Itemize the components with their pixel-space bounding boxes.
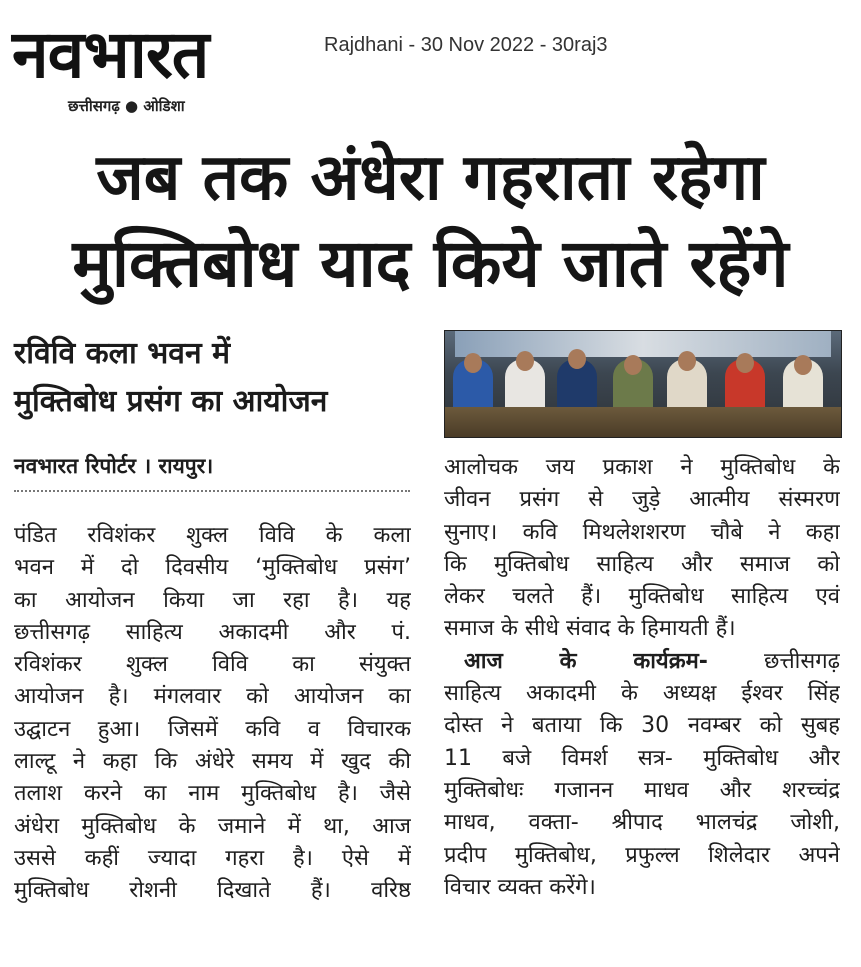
article-column-right-bottom [444, 678, 840, 904]
article-line: मुक्तिबोधः गजानन माधव और शरच्चंद्र [444, 777, 840, 803]
article-line: दोस्त ने बताया कि 30 नवम्बर को सुबह [444, 713, 840, 739]
event-photo [444, 330, 842, 438]
program-first-line-rest: छत्तीसगढ़ [764, 648, 840, 674]
person-head [678, 351, 696, 371]
subheadline [14, 330, 424, 426]
article-line: जीवन प्रसंग से जुड़े आत्मीय संस्मरण [444, 487, 840, 513]
byline: नवभारत रिपोर्टर । रायपुर। [14, 454, 214, 478]
article-line: मुक्तिबोध रोशनी दिखाते हैं। वरिष्ठ [14, 878, 411, 904]
article-line: भवन में दो दिवसीय ‘मुक्तिबोध प्रसंग’ [14, 555, 411, 581]
person-head [624, 355, 642, 375]
article-line: का आयोजन किया जा रहा है। यह [14, 587, 411, 613]
article-line: साहित्य अकादमी के अध्यक्ष ईश्वर सिंह [444, 681, 840, 707]
article-line: आलोचक जय प्रकाश ने मुक्तिबोध के [444, 455, 840, 480]
article-line: सुनाए। कवि मिथलेशशरण चौबे ने कहा [444, 519, 840, 545]
article-line: विचार व्यक्त करेंगे। [444, 874, 596, 900]
article-line: छत्तीसगढ़ साहित्य अकादमी और पं. [14, 619, 411, 645]
article-line: 11 बजे विमर्श सत्र- मुक्तिबोध और [444, 745, 840, 771]
person-head [464, 353, 482, 373]
dotted-divider [14, 490, 410, 492]
person-head [568, 349, 586, 369]
stage-banner [455, 331, 831, 357]
article-column-right [444, 452, 840, 904]
headline-line-1: जब तक अंधेरा गहराता रहेगा [96, 141, 765, 215]
edition-info: Rajdhani - 30 Nov 2022 - 30raj3 [324, 34, 608, 56]
article-line: रविशंकर शुक्ल विवि का संयुक्त [14, 652, 411, 678]
article-column-right-top [444, 452, 840, 646]
program-first-line [444, 646, 840, 678]
article-line: आयोजन है। मंगलवार को आयोजन का [14, 684, 411, 710]
article-line: कि मुक्तिबोध साहित्य और समाज को [444, 551, 840, 577]
article-line: लाल्टू ने कहा कि अंधेरे समय में खुद की [14, 749, 411, 775]
article-line: समाज के सीधे संवाद के हिमायती हैं। [444, 616, 736, 642]
stage-table [445, 407, 841, 437]
person-head [516, 351, 534, 371]
newspaper-masthead [8, 8, 308, 120]
article-line: तलाश करने का नाम मुक्तिबोध है। जैसे [14, 781, 411, 807]
article-line: उद्घाटन हुआ। जिसमें कवि व विचारक [14, 716, 411, 742]
edition-states: छत्तीसगढ़ ● ओडिशा [68, 97, 185, 115]
program-heading: आज के कार्यक्रम- [464, 648, 708, 674]
article-line: प्रदीप मुक्तिबोध, प्रफुल्ल शिलेदार अपने [444, 842, 840, 868]
subheadline-line-2: मुक्तिबोध प्रसंग का आयोजन [14, 384, 328, 419]
article-line: अंधेरा मुक्तिबोध के जमाने में था, आज [14, 813, 411, 839]
article-line: पंडित रविशंकर शुक्ल विवि के कला [14, 523, 411, 548]
article-line: उससे कहीं ज्यादा गहरा है। ऐसे में [14, 845, 411, 871]
article-line: लेकर चलते हैं। मुक्तिबोध साहित्य एवं [444, 584, 840, 610]
navbharat-logo: नवभारत [12, 16, 209, 93]
subheadline-line-1: रविवि कला भवन में [14, 336, 231, 371]
person-head [794, 355, 812, 375]
headline-line-2: मुक्तिबोध याद किये जाते रहेंगे [72, 225, 789, 302]
person-head [736, 353, 754, 373]
article-column-left [14, 520, 411, 908]
article-line: माधव, वक्ता- श्रीपाद भालचंद्र जोशी, [444, 810, 840, 836]
